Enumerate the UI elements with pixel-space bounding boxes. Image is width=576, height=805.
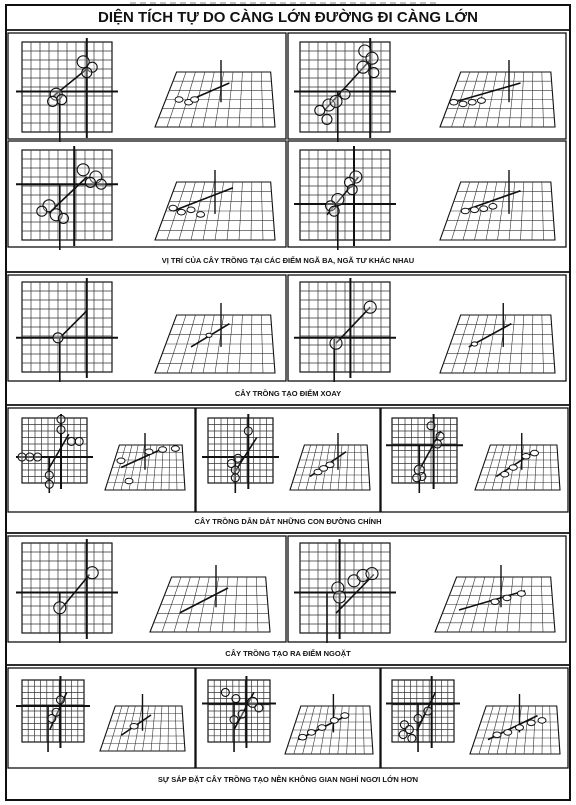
tree-circle	[334, 591, 346, 603]
tree-ellipse	[197, 212, 205, 218]
tree-circle	[57, 415, 65, 423]
caption-turning-point: CÂY TRỒNG TẠO RA ĐIỂM NGOẶT	[225, 649, 351, 658]
plan-view	[16, 414, 93, 493]
tree-circle	[231, 466, 239, 474]
tree-ellipse	[299, 734, 307, 740]
tree-ellipse	[471, 207, 479, 213]
tree-ellipse	[516, 725, 524, 731]
tree-circle	[434, 440, 442, 448]
tree-ellipse	[341, 713, 349, 719]
tree-circle	[230, 716, 238, 724]
tree-circle	[53, 333, 63, 343]
tree-circle	[57, 426, 65, 434]
tree-ellipse	[177, 209, 185, 215]
tree-ellipse	[522, 453, 530, 459]
tree-ellipse	[477, 98, 485, 104]
plan-view	[16, 278, 118, 382]
plan-view	[202, 414, 279, 493]
tree-circle	[357, 61, 369, 73]
tree-ellipse	[169, 205, 177, 211]
plan-view	[16, 539, 118, 643]
tree-ellipse	[489, 204, 497, 210]
tree-ellipse	[307, 730, 315, 736]
tree-ellipse	[517, 591, 525, 597]
tree-ellipse	[450, 99, 458, 105]
tree-circle	[82, 68, 92, 78]
tree-circle	[238, 710, 246, 718]
tree-ellipse	[125, 478, 133, 484]
tree-ellipse	[527, 720, 535, 726]
tree-circle	[86, 567, 98, 579]
plan-view	[16, 38, 118, 142]
tree-circle	[48, 96, 58, 106]
tree-circle	[315, 105, 325, 115]
tree-circle	[369, 68, 379, 78]
tree-circle	[399, 731, 407, 739]
tree-ellipse	[509, 465, 517, 471]
tree-ellipse	[159, 447, 167, 453]
tree-circle	[34, 453, 42, 461]
plan-view	[294, 278, 396, 382]
tree-circle	[54, 602, 66, 614]
tree-ellipse	[171, 446, 179, 452]
tree-circle	[221, 688, 229, 696]
plan-view	[294, 146, 396, 250]
tree-ellipse	[326, 462, 334, 468]
tree-circle	[330, 95, 342, 107]
tree-ellipse	[459, 101, 467, 107]
tree-ellipse	[330, 718, 338, 724]
tree-circle	[255, 704, 263, 712]
tree-circle	[408, 734, 416, 742]
tree-ellipse	[480, 206, 488, 212]
tree-circle	[244, 427, 252, 435]
plan-view	[294, 38, 396, 142]
tree-circle	[436, 432, 444, 440]
plan-view	[202, 676, 276, 752]
tree-circle	[96, 179, 106, 189]
tree-ellipse	[493, 732, 501, 738]
plan-view	[16, 146, 118, 250]
tree-ellipse	[461, 208, 469, 214]
tree-ellipse	[130, 723, 138, 729]
tree-circle	[67, 437, 75, 445]
tree-circle	[322, 114, 332, 124]
tree-circle	[340, 89, 350, 99]
tree-circle	[427, 422, 435, 430]
plan-view	[386, 676, 460, 752]
tree-circle	[75, 437, 83, 445]
tree-circle	[366, 52, 378, 64]
tree-ellipse	[318, 725, 326, 731]
tree-ellipse	[187, 207, 195, 213]
tree-circle	[347, 185, 357, 195]
tree-ellipse	[117, 458, 125, 464]
tree-circle	[330, 337, 342, 349]
tree-circle	[231, 474, 239, 482]
tree-circle	[37, 206, 47, 216]
tree-ellipse	[491, 599, 499, 605]
tree-ellipse	[175, 97, 183, 103]
tree-circle	[56, 696, 64, 704]
plan-view	[16, 676, 90, 752]
tree-ellipse	[538, 718, 546, 724]
tree-ellipse	[206, 333, 212, 337]
tree-ellipse	[472, 342, 478, 346]
tree-ellipse	[503, 595, 511, 601]
tree-circle	[414, 714, 422, 722]
caption-pivot-point: CÂY TRỒNG TẠO ĐIỂM XOAY	[234, 389, 342, 398]
plan-view	[386, 414, 463, 493]
tree-ellipse	[531, 450, 539, 456]
plan-view	[294, 539, 396, 643]
tree-circle	[366, 568, 378, 580]
tree-circle	[52, 708, 60, 716]
tree-ellipse	[191, 97, 199, 103]
tree-circle	[58, 213, 68, 223]
tree-circle	[85, 177, 95, 187]
caption-intersections: VỊ TRÍ CỦA CÂY TRỒNG TẠI CÁC ĐIỂM NGÃ BA, NGÃ TƯ KHÁC NHAU	[161, 256, 415, 265]
tree-circle	[232, 695, 240, 703]
caption-main-paths: CÂY TRỒNG DẪN DẮT NHỮNG CON ĐƯỜNG CHÍNH	[194, 517, 382, 526]
tree-circle	[18, 453, 26, 461]
tree-ellipse	[145, 449, 153, 455]
tree-circle	[364, 301, 376, 313]
tree-ellipse	[501, 471, 509, 477]
sheet-title: DIỆN TÍCH TỰ DO CÀNG LỚN ĐƯỜNG ĐI CÀNG LỚN	[98, 9, 478, 26]
tree-circle	[424, 707, 432, 715]
tree-circle	[413, 474, 421, 482]
tree-circle	[57, 95, 67, 105]
tree-circle	[77, 164, 89, 176]
tree-circle	[26, 453, 34, 461]
tree-ellipse	[468, 99, 476, 105]
tree-circle	[329, 206, 339, 216]
tree-circle	[45, 480, 53, 488]
tree-ellipse	[504, 730, 512, 736]
caption-rest-space: SỰ SẮP ĐẶT CÂY TRỒNG TẠO NÊN KHÔNG GIAN NGHỈ NGƠI LỚN HƠN	[157, 775, 419, 784]
tree-circle	[45, 471, 53, 479]
